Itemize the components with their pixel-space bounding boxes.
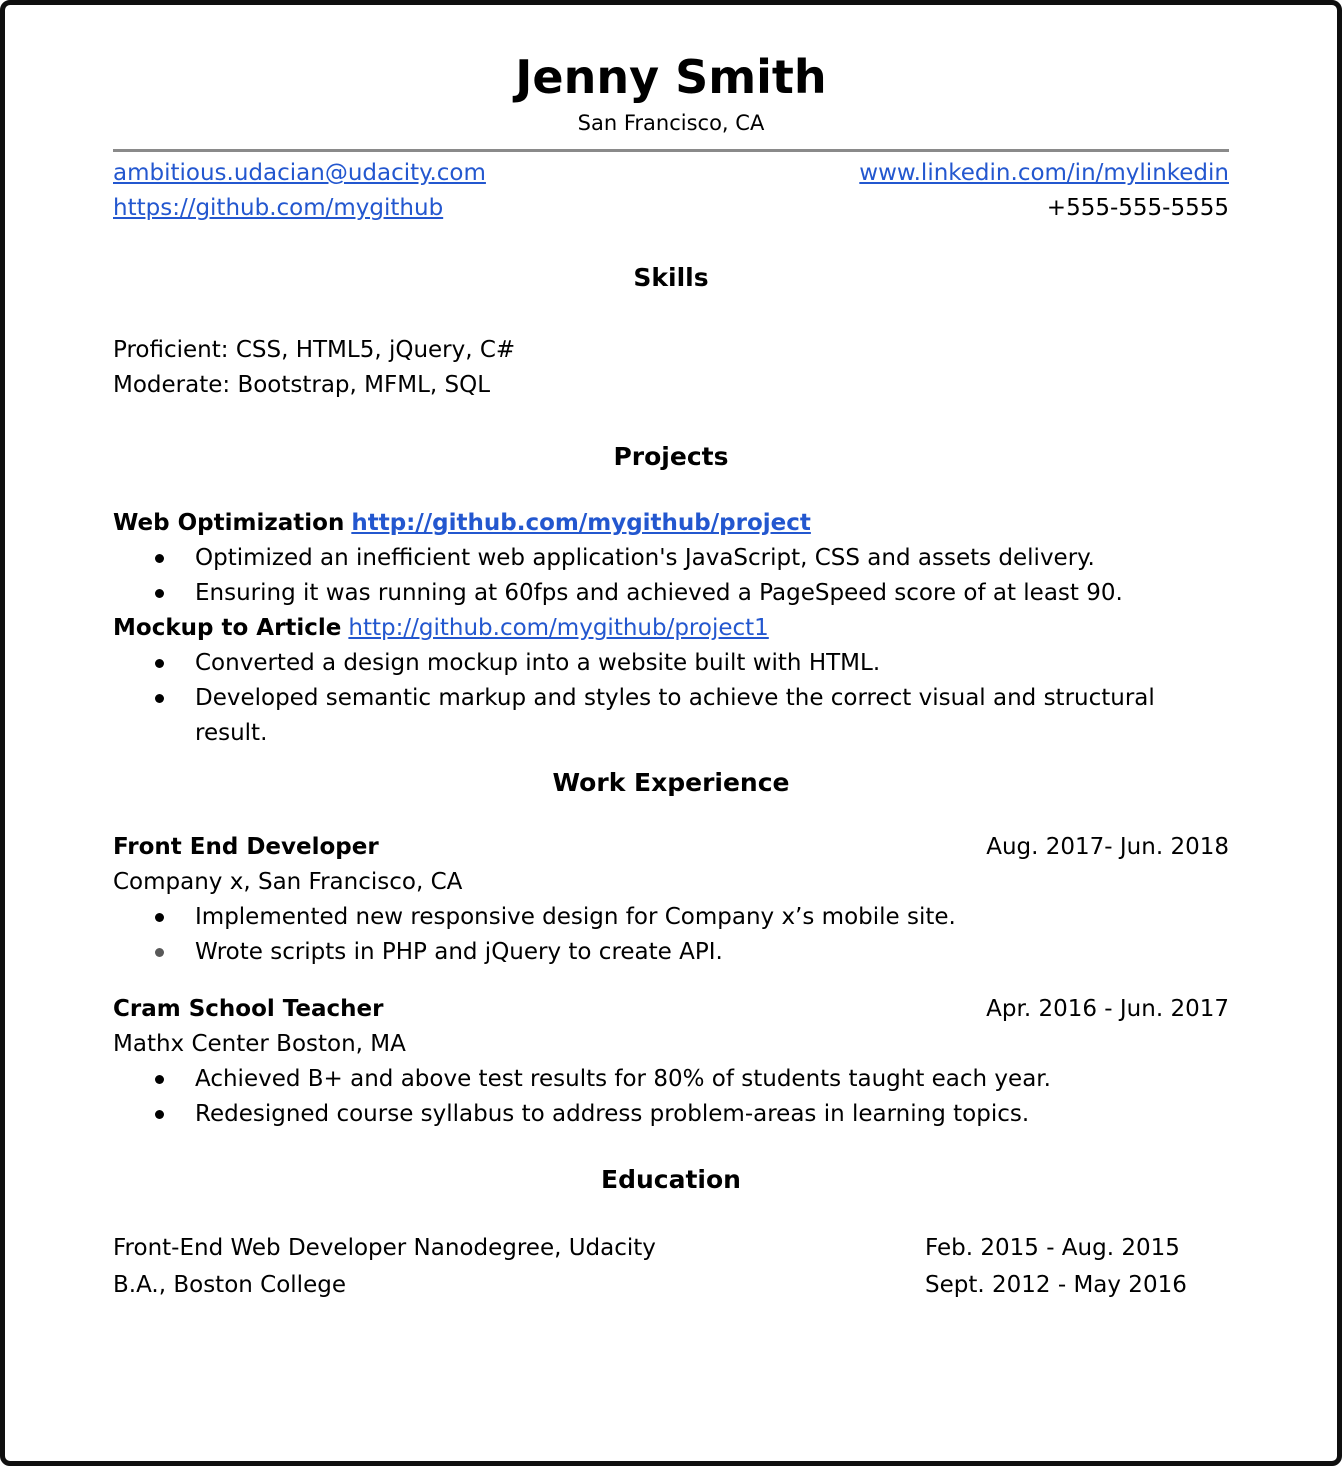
bullet-text: Implemented new responsive design for Company x’s mobile site. xyxy=(195,904,956,930)
education-dates: Feb. 2015 - Aug. 2015 xyxy=(925,1235,1180,1261)
project-link[interactable]: http://github.com/mygithub/project xyxy=(351,510,811,536)
contact-left-column xyxy=(113,156,486,226)
section-heading-education: Education xyxy=(601,1165,741,1194)
location-text: San Francisco, CA xyxy=(577,111,765,135)
list-item xyxy=(113,576,1229,611)
bullet-icon xyxy=(155,659,164,668)
job-entry xyxy=(113,992,1229,1132)
bullet-text: Achieved B+ and above test results for 80% of students taught each year. xyxy=(195,1066,1051,1092)
header-divider xyxy=(113,149,1229,152)
project-title: Web Optimization xyxy=(113,510,345,536)
job-title: Front End Developer xyxy=(113,834,379,860)
education-dates: Sept. 2012 - May 2016 xyxy=(925,1272,1187,1298)
project-title-line xyxy=(113,611,1229,646)
bullet-icon xyxy=(155,948,164,957)
github-link[interactable]: https://github.com/mygithub xyxy=(113,195,444,221)
education-row xyxy=(113,1230,1229,1267)
bullet-icon xyxy=(155,694,164,703)
linkedin-link[interactable]: www.linkedin.com/in/mylinkedin xyxy=(859,160,1229,186)
education-degree: Front-End Web Developer Nanodegree, Udacity xyxy=(113,1235,656,1261)
page-title: Jenny Smith xyxy=(515,50,827,104)
contact-block xyxy=(113,156,1229,226)
education-row xyxy=(113,1267,1229,1304)
email-link[interactable]: ambitious.udacian@udacity.com xyxy=(113,160,486,186)
bullet-icon xyxy=(155,1075,164,1084)
bullet-icon xyxy=(155,589,164,598)
list-item xyxy=(113,900,1229,935)
list-item xyxy=(113,935,1229,970)
project-title-line xyxy=(113,506,1229,541)
job-dates: Aug. 2017- Jun. 2018 xyxy=(986,834,1229,860)
bullet-icon xyxy=(155,913,164,922)
skills-proficient-line: Proficient: CSS, HTML5, jQuery, C# xyxy=(113,337,516,363)
project-link[interactable]: http://github.com/mygithub/project1 xyxy=(348,615,769,641)
job-title: Cram School Teacher xyxy=(113,996,384,1022)
job-header-row xyxy=(113,830,1229,865)
education-degree: B.A., Boston College xyxy=(113,1272,346,1298)
project-title: Mockup to Article xyxy=(113,615,342,641)
list-item xyxy=(113,1062,1229,1097)
list-item xyxy=(113,681,1229,751)
list-item xyxy=(113,541,1229,576)
job-dates: Apr. 2016 - Jun. 2017 xyxy=(986,996,1229,1022)
phone-number: +555-555-5555 xyxy=(1046,195,1229,221)
project-entry xyxy=(113,506,1229,611)
list-item xyxy=(113,646,1229,681)
job-organization: Mathx Center Boston, MA xyxy=(113,1031,406,1057)
bullet-text: Redesigned course syllabus to address problem-areas in learning topics. xyxy=(195,1101,1030,1127)
bullet-text: Ensuring it was running at 60fps and achieved a PageSpeed score of at least 90. xyxy=(195,580,1123,606)
bullet-text: Developed semantic markup and styles to achieve the correct visual and structural result. xyxy=(195,685,1155,746)
job-entry xyxy=(113,830,1229,970)
bullet-icon xyxy=(155,1110,164,1119)
bullet-icon xyxy=(155,554,164,563)
job-header-row xyxy=(113,992,1229,1027)
list-item xyxy=(113,1097,1229,1132)
section-heading-projects: Projects xyxy=(613,442,729,471)
bullet-text: Converted a design mockup into a website built with HTML. xyxy=(195,650,881,676)
section-heading-work-experience: Work Experience xyxy=(552,768,790,797)
job-organization: Company x, San Francisco, CA xyxy=(113,869,463,895)
section-heading-skills: Skills xyxy=(633,263,709,292)
skills-moderate-line: Moderate: Bootstrap, MFML, SQL xyxy=(113,372,491,398)
bullet-text: Optimized an inefficient web application's JavaScript, CSS and assets delivery. xyxy=(195,545,1095,571)
project-entry xyxy=(113,611,1229,751)
bullet-text: Wrote scripts in PHP and jQuery to create API. xyxy=(195,939,723,965)
contact-right-column xyxy=(859,156,1229,226)
